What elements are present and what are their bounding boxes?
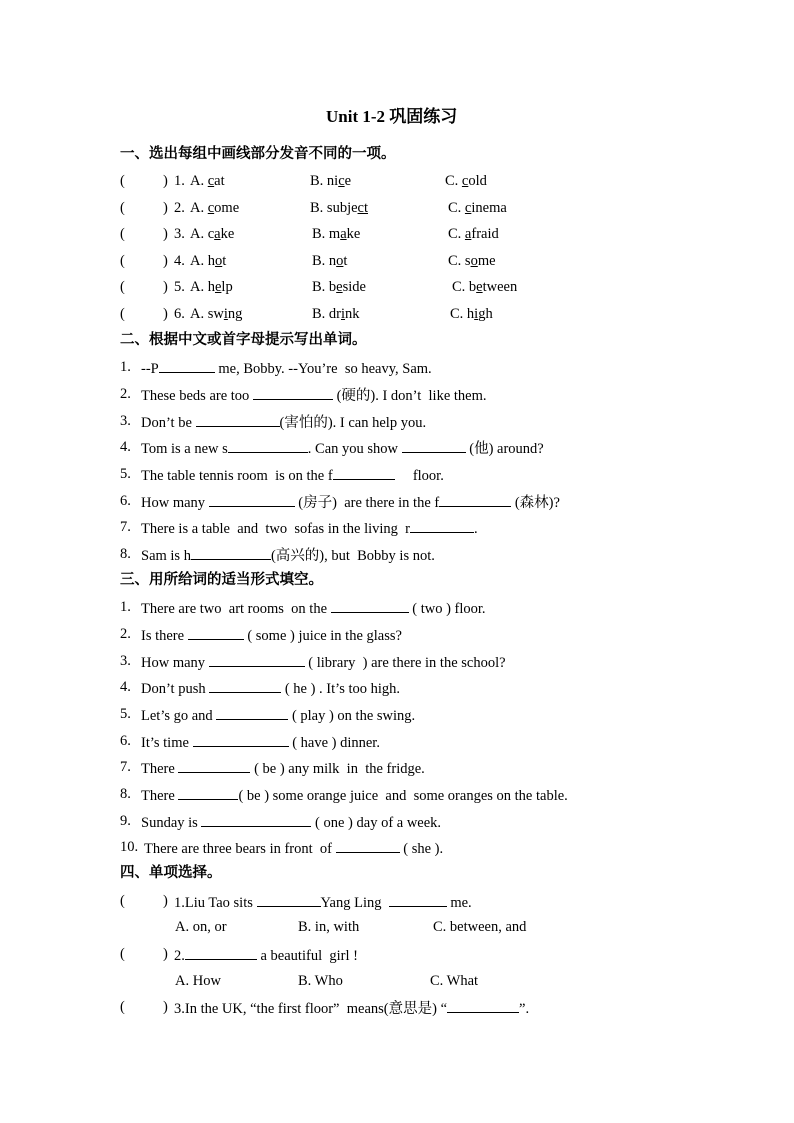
option-text: B. m <box>312 226 341 242</box>
item-number: 2. <box>174 200 185 216</box>
question-text: These beds are too <box>141 388 253 404</box>
answer-blank[interactable] <box>333 465 395 480</box>
question-line <box>141 785 568 805</box>
question-line <box>141 385 487 405</box>
underlined-letters: e <box>214 279 222 295</box>
mc-question-1-paren-open: ( <box>120 893 125 909</box>
answer-blank[interactable] <box>336 838 400 853</box>
option-text: B. dr <box>312 306 341 322</box>
option-c <box>448 199 507 217</box>
mc-q2-option-c: C. What <box>430 973 479 989</box>
answer-blank[interactable] <box>185 945 257 960</box>
mc-question-2 <box>174 945 358 965</box>
mc-q2-text-1: 2. <box>174 948 185 964</box>
option-text: fraid <box>471 226 499 242</box>
option-text: C. h <box>450 306 475 322</box>
answer-blank[interactable] <box>159 358 215 373</box>
question-text: ( some ) juice in the glass? <box>243 628 402 644</box>
option-text: A. sw <box>190 306 224 322</box>
option-a <box>190 278 233 296</box>
option-c <box>448 225 499 243</box>
option-text: C. s <box>448 253 471 269</box>
question-text: There are three bears in front of <box>144 841 336 857</box>
item-number: 1. <box>120 599 131 615</box>
question-text: (硬的). I don’t like them. <box>332 388 487 404</box>
item-number: 6. <box>120 733 131 749</box>
item-number: 3. <box>120 413 131 429</box>
item-number: 2. <box>120 626 131 642</box>
underlined-letters: a <box>464 226 472 242</box>
underlined-letters: c <box>461 173 469 189</box>
answer-paren-open: ( <box>120 306 125 322</box>
answer-paren-open: ( <box>120 200 125 216</box>
option-text: ke <box>220 226 235 242</box>
option-text: B. n <box>312 253 337 269</box>
question-line <box>141 412 426 432</box>
mc-question-3 <box>174 998 529 1018</box>
underlined-letters: c <box>207 173 215 189</box>
mc-question-1 <box>174 892 472 912</box>
question-text: The table tennis room is on the f <box>141 468 333 484</box>
option-text: C. <box>448 226 465 242</box>
question-line <box>141 732 380 752</box>
item-number: 9. <box>120 813 131 829</box>
mc-question-1-paren-close: ) <box>163 893 168 909</box>
question-line <box>141 758 425 778</box>
answer-paren-close: ) <box>163 226 168 242</box>
option-text: gh <box>478 306 493 322</box>
option-text: me <box>477 253 496 269</box>
option-text: A. c <box>190 226 215 242</box>
question-text: ( be ) some orange juice and some oranges on the table. <box>238 788 568 804</box>
answer-blank[interactable] <box>178 785 238 800</box>
question-text: Is there <box>141 628 188 644</box>
item-number: 5. <box>120 706 131 722</box>
mc-q3-text-2: ”. <box>519 1001 530 1017</box>
answer-blank[interactable] <box>253 385 333 400</box>
underlined-letters: a <box>340 226 347 242</box>
item-number: 5. <box>174 279 185 295</box>
item-number: 4. <box>174 253 185 269</box>
mc-q1-text-2: Yang Ling <box>320 895 389 911</box>
answer-paren-open: ( <box>120 279 125 295</box>
question-line <box>141 705 415 725</box>
option-a <box>190 252 226 270</box>
mc-q1-text-3: me. <box>446 895 472 911</box>
question-text: There are two art rooms on the <box>141 601 331 617</box>
question-text: (高兴的), but Bobby is not. <box>270 548 435 564</box>
option-b <box>310 199 368 217</box>
question-text: --P <box>141 361 159 377</box>
option-b <box>312 278 366 296</box>
mc-q1-text-1: 1.Liu Tao sits <box>174 895 257 911</box>
question-text: How many <box>141 495 209 511</box>
option-a <box>190 199 239 217</box>
question-text: me, Bobby. --You’re so heavy, Sam. <box>214 361 432 377</box>
option-c <box>445 172 487 190</box>
option-a <box>190 225 234 243</box>
question-text: ( she ). <box>399 841 444 857</box>
underlined-letters: o <box>214 253 223 269</box>
underlined-letters: e <box>336 279 343 295</box>
item-number: 1. <box>120 359 131 375</box>
option-c <box>450 305 493 323</box>
question-text: . Can you show <box>307 441 402 457</box>
section-3-heading: 三、用所给词的适当形式填空。 <box>120 572 323 588</box>
option-b <box>310 172 351 190</box>
option-text: e <box>344 173 352 189</box>
option-b <box>312 252 347 270</box>
option-text: nk <box>345 306 360 322</box>
question-text: There <box>141 761 179 777</box>
question-text: Sunday is <box>141 815 202 831</box>
underlined-letters: o <box>336 253 344 269</box>
section-1-heading: 一、选出每组中画线部分发音不同的一项。 <box>120 146 396 162</box>
option-text: ome <box>214 200 240 216</box>
question-text: . <box>474 521 478 537</box>
item-number: 2. <box>120 386 131 402</box>
mc-q2-text-2: a beautiful girl ! <box>256 948 358 964</box>
mc-q2-option-a: A. How <box>175 973 221 989</box>
option-text: C. <box>448 200 465 216</box>
mc-question-3-paren-close: ) <box>163 999 168 1015</box>
answer-blank[interactable] <box>402 438 466 453</box>
question-text: It’s time <box>141 735 193 751</box>
underlined-letters: i <box>223 306 228 322</box>
option-b <box>312 305 360 323</box>
question-line <box>141 678 400 698</box>
item-number: 3. <box>174 226 185 242</box>
answer-blank[interactable] <box>257 892 321 907</box>
section-4-heading: 四、单项选择。 <box>120 865 222 881</box>
option-c <box>448 252 496 270</box>
question-text: ( have ) dinner. <box>288 735 380 751</box>
question-text: There is a table and two sofas in the living r <box>141 521 410 537</box>
underlined-letters: c <box>207 200 215 216</box>
question-text: ( one ) day of a week. <box>311 815 442 831</box>
mc-question-2-paren-close: ) <box>163 946 168 962</box>
option-text: B. b <box>312 279 337 295</box>
option-text: t <box>222 253 227 269</box>
option-text: ke <box>346 226 361 242</box>
answer-blank[interactable] <box>216 705 288 720</box>
answer-blank[interactable] <box>410 518 474 533</box>
option-text: t <box>343 253 348 269</box>
answer-blank[interactable] <box>228 438 308 453</box>
answer-paren-close: ) <box>163 279 168 295</box>
item-number: 7. <box>120 759 131 775</box>
option-b <box>312 225 360 243</box>
mc-question-2-paren-open: ( <box>120 946 125 962</box>
question-text: How many <box>141 655 209 671</box>
mc-question-3-paren-open: ( <box>120 999 125 1015</box>
question-line <box>141 598 486 618</box>
answer-paren-close: ) <box>163 200 168 216</box>
question-text: There <box>141 788 179 804</box>
question-line <box>141 465 444 485</box>
question-text: ( two ) floor. <box>408 601 486 617</box>
mc-q1-option-c: C. between, and <box>433 919 527 935</box>
mc-q3-text-1: 3.In the UK, “the first floor” means(意思是) “ <box>174 1001 448 1017</box>
answer-blank[interactable] <box>439 492 511 507</box>
question-text: ( he ) . It’s too high. <box>281 681 401 697</box>
answer-blank[interactable] <box>201 812 311 827</box>
underlined-letters: o <box>470 253 478 269</box>
option-text: at <box>214 173 225 189</box>
answer-paren-open: ( <box>120 226 125 242</box>
question-text: (害怕的). I can help you. <box>279 415 427 431</box>
question-text: Tom is a new s <box>141 441 228 457</box>
answer-blank[interactable] <box>196 412 280 427</box>
option-text: C. b <box>452 279 477 295</box>
question-text: ( library ) are there in the school? <box>304 655 506 671</box>
option-text: C. <box>445 173 462 189</box>
answer-paren-open: ( <box>120 253 125 269</box>
option-text: A. <box>190 200 208 216</box>
question-text: ( play ) on the swing. <box>288 708 416 724</box>
question-line <box>141 518 478 538</box>
section-2-heading: 二、根据中文或首字母提示写出单词。 <box>120 332 367 348</box>
underlined-letters: c <box>338 173 345 189</box>
option-text: lp <box>221 279 233 295</box>
question-text: Sam is h <box>141 548 191 564</box>
option-a <box>190 172 225 190</box>
underlined-letters: i <box>474 306 479 322</box>
answer-blank[interactable] <box>188 625 244 640</box>
underlined-letters: i <box>341 306 346 322</box>
item-number: 4. <box>120 439 131 455</box>
question-line <box>141 812 441 832</box>
item-number: 6. <box>120 493 131 509</box>
answer-paren-close: ) <box>163 173 168 189</box>
option-text: A. <box>190 173 208 189</box>
option-text: inema <box>471 200 507 216</box>
item-number: 3. <box>120 653 131 669</box>
underlined-letters: a <box>214 226 221 242</box>
answer-blank[interactable] <box>209 678 281 693</box>
answer-paren-close: ) <box>163 306 168 322</box>
option-text: A. h <box>190 253 215 269</box>
answer-blank[interactable] <box>389 892 447 907</box>
question-line <box>141 438 544 458</box>
question-line <box>141 358 432 378</box>
underlined-letters: e <box>476 279 483 295</box>
option-text: old <box>468 173 487 189</box>
question-text: (他) around? <box>465 441 544 457</box>
answer-paren-close: ) <box>163 253 168 269</box>
answer-blank[interactable] <box>331 598 409 613</box>
underlined-letters: ct <box>357 200 368 216</box>
question-text: Don’t push <box>141 681 210 697</box>
option-c <box>452 278 517 296</box>
item-number: 5. <box>120 466 131 482</box>
mc-q1-option-a: A. on, or <box>175 919 227 935</box>
option-text: A. h <box>190 279 215 295</box>
item-number: 10. <box>120 839 139 855</box>
option-a <box>190 305 242 323</box>
option-text: ng <box>227 306 243 322</box>
option-text: tween <box>482 279 518 295</box>
answer-blank[interactable] <box>209 492 295 507</box>
item-number: 8. <box>120 786 131 802</box>
question-text: (森林)? <box>511 495 560 511</box>
item-number: 4. <box>120 679 131 695</box>
answer-blank[interactable] <box>191 545 271 560</box>
page-title: Unit 1-2 巩固练习 <box>326 107 458 126</box>
question-line <box>141 545 435 565</box>
item-number: 7. <box>120 519 131 535</box>
mc-q2-option-b: B. Who <box>298 973 343 989</box>
item-number: 1. <box>174 173 185 189</box>
question-text: Let’s go and <box>141 708 217 724</box>
question-text: Don’t be <box>141 415 196 431</box>
item-number: 6. <box>174 306 185 322</box>
question-line <box>141 492 560 512</box>
option-text: B. ni <box>310 173 339 189</box>
answer-blank[interactable] <box>178 758 250 773</box>
underlined-letters: c <box>464 200 472 216</box>
question-line <box>141 652 506 672</box>
option-text: B. subje <box>310 200 358 216</box>
question-line <box>141 625 402 645</box>
question-line <box>144 838 443 858</box>
answer-paren-open: ( <box>120 173 125 189</box>
question-text: (房子) are there in the f <box>294 495 440 511</box>
answer-blank[interactable] <box>209 652 305 667</box>
question-text: ( be ) any milk in the fridge. <box>250 761 425 777</box>
option-text: side <box>342 279 366 295</box>
mc-q1-option-b: B. in, with <box>298 919 360 935</box>
question-text: floor. <box>394 468 444 484</box>
answer-blank[interactable] <box>447 998 519 1013</box>
item-number: 8. <box>120 546 131 562</box>
answer-blank[interactable] <box>193 732 289 747</box>
